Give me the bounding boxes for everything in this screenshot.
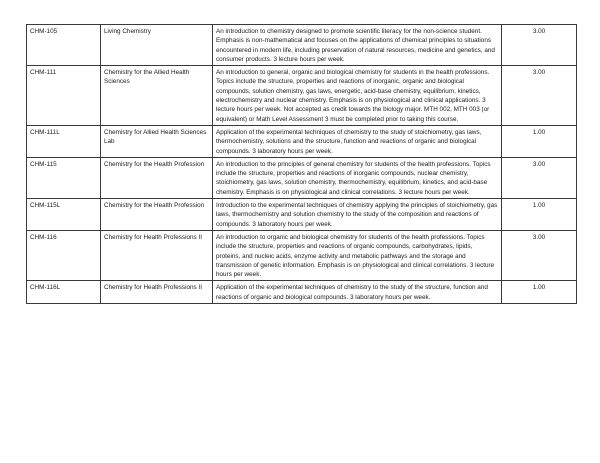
table-row xyxy=(27,157,577,198)
course-title: Chemistry for the Health Profession xyxy=(101,157,213,198)
course-code: CHM-116 xyxy=(27,230,101,280)
course-title: Chemistry for the Allied Health Sciences xyxy=(101,66,213,126)
table-row xyxy=(27,199,577,231)
course-credits: 1.00 xyxy=(502,125,577,157)
table-row xyxy=(27,281,577,304)
course-credits: 3.00 xyxy=(502,66,577,126)
course-credits: 3.00 xyxy=(502,230,577,280)
course-credits: 3.00 xyxy=(502,157,577,198)
course-description: Application of the experimental techniques of chemistry to the study of the structure, function and reactions of organic and biological compounds. 3 laboratory hours per week. xyxy=(213,281,502,304)
course-credits: 3.00 xyxy=(502,25,577,66)
table-row xyxy=(27,230,577,280)
course-title: Chemistry for Health Professions II xyxy=(101,281,213,304)
course-description: An introduction to general, organic and biological chemistry for students in the health professions. Topics include the structure, properties and reactions of inorganic, organic and biological compounds, solution chemistry, gas laws, energetic, acid-base chemistry, equilibrium, kinetics, electrochemistry and nuclear chemistry. Emphasis is on physiological and clinical applications. 3 lecture hours per week. Not accepted as credit towards the biology major. MTH 002, MTH 003 (or equivalent) or Math Level Assessment 3 must be completed prior to taking this course. xyxy=(213,66,502,126)
course-description: Application of the experimental techniques of chemistry to the study of stoichiometry, gas laws, thermochemistry, solutions and the structure, function and reactions of organic and biological compounds. 3 laboratory hours per week. xyxy=(213,125,502,157)
course-code: CHM-111 xyxy=(27,66,101,126)
table-row xyxy=(27,125,577,157)
course-title: Chemistry for Allied Health Sciences Lab xyxy=(101,125,213,157)
course-code: CHM-115L xyxy=(27,199,101,231)
course-code: CHM-111L xyxy=(27,125,101,157)
course-title: Chemistry for Health Professions II xyxy=(101,230,213,280)
course-table xyxy=(26,24,577,304)
course-description: An introduction to organic and biological chemistry for students of the health professions. Topics include the structure, properties and reactions of organic compounds, carbohydrates, lipids, proteins, and nucleic acids, enzyme activity and metabolic pathways and the storage and transmission of genetic information. Emphasis is on physiological and clinical correlations. 3 lecture hours per week. xyxy=(213,230,502,280)
course-code: CHM-105 xyxy=(27,25,101,66)
course-code: CHM-116L xyxy=(27,281,101,304)
table-row xyxy=(27,66,577,126)
table-row xyxy=(27,25,577,66)
course-description: An introduction to the principles of general chemistry for students of the health professions. Topics include the structure, properties and reactions of inorganic compounds, nuclear chemistry, stoichiometry, gas laws, solution chemistry, thermochemistry, equilibrium, kinetics, and acid-base chemistry. Emphasis is on physiological and clinical correlations. 3 lecture hours per week. xyxy=(213,157,502,198)
course-title: Living Chemistry xyxy=(101,25,213,66)
course-credits: 1.00 xyxy=(502,281,577,304)
course-description: Introduction to the experimental techniques of chemistry applying the principles of stoichiometry, gas laws, thermochemistry and solution chemistry to the study of the composition and reactions of compounds. 3 laboratory hours per week. xyxy=(213,199,502,231)
course-title: Chemistry for the Health Profession xyxy=(101,199,213,231)
course-code: CHM-115 xyxy=(27,157,101,198)
course-credits: 1.00 xyxy=(502,199,577,231)
course-description: An introduction to chemistry designed to promote scientific literacy for the non-science student. Emphasis is non-mathematical and focuses on the applications of chemical principles to situations encountered in modern life, including preservation of natural resources, medicine and genetics, and consumer products. 3 lecture hours per week. xyxy=(213,25,502,66)
